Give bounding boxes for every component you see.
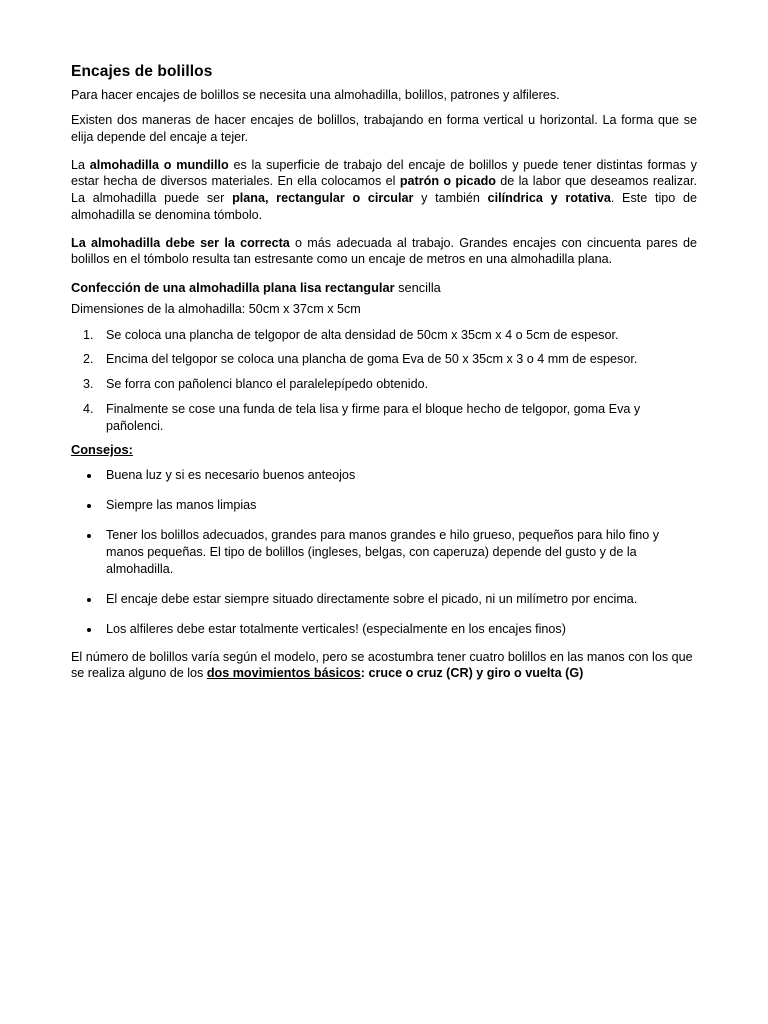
section-heading-confeccion bbox=[71, 279, 697, 296]
list-item: 3. Se forra con pañolenci blanco el paralelepípedo obtenido. bbox=[97, 376, 697, 393]
list-item: • Tener los bolillos adecuados, grandes para manos grandes e hilo grueso, pequeños para hilo fino y manos pequeñas. El tipo de bolillos (ingleses, belgas, con caperuza) depende del gusto y de la almohadilla. bbox=[101, 527, 697, 578]
list-item: • Siempre las manos limpias bbox=[101, 497, 697, 514]
mundillo-text-4: y también bbox=[413, 191, 488, 206]
section-heading-bold: Confección de una almohadilla plana lisa rectangular bbox=[71, 279, 395, 295]
mundillo-bold-1: almohadilla o mundillo bbox=[89, 157, 229, 172]
mundillo-text-2: es la superficie de trabajo del encaje de bolillos y puede tener distintas formas y estar hecha de diversos materiales. En ella colocamos el bbox=[71, 157, 697, 189]
correcta-text-1: o más adecuada al trabajo. Grandes encajes con cincuenta pares de bolillos en el tómbolo resulta tan estresante como un encaje de metros en una almohadilla plana. bbox=[71, 235, 697, 267]
tips-heading bbox=[71, 441, 697, 458]
list-item: • Buena luz y si es necesario buenos anteojos bbox=[101, 467, 697, 484]
paragraph-mundillo bbox=[71, 157, 697, 224]
correcta-bold-1: La almohadilla debe ser la correcta bbox=[71, 235, 290, 250]
steps-list bbox=[71, 327, 697, 435]
mundillo-bold-2: patrón o picado bbox=[399, 174, 496, 189]
closing-text-1: El número de bolillos varía según el modelo, pero se acostumbra tener cuatro bolillos en las manos con los que se realiza alguno de los bbox=[71, 649, 693, 681]
list-item: 2. Encima del telgopor se coloca una plancha de goma Eva de 50 x 35cm x 3 o 4 mm de espesor. bbox=[97, 351, 697, 368]
mundillo-text-3: de la labor que deseamos realizar. La almohadilla puede ser bbox=[71, 174, 697, 206]
mundillo-bold-4: cilíndrica y rotativa bbox=[487, 191, 611, 206]
mundillo-bold-3: plana, rectangular o circular bbox=[232, 191, 414, 206]
mundillo-text-5: . Este tipo de almohadilla se denomina tómbolo. bbox=[71, 191, 697, 222]
paragraph-intro-text: Para hacer encajes de bolillos se necesita una almohadilla, bolillos, patrones y alfileres. bbox=[71, 88, 560, 103]
list-item: • Los alfileres debe estar totalmente verticales! (especialmente en los encajes finos) bbox=[101, 621, 697, 638]
mundillo-text-1: La bbox=[71, 157, 90, 172]
closing-bold-underline: dos movimientos básicos bbox=[206, 666, 361, 681]
dimensions-line: Dimensiones de la almohadilla: 50cm x 37cm x 5cm bbox=[71, 302, 361, 316]
section-heading-normal: sencilla bbox=[394, 279, 441, 295]
page-title: Encajes de bolillos bbox=[71, 63, 213, 80]
document-body bbox=[71, 62, 697, 682]
paragraph-correcta bbox=[71, 235, 697, 268]
tips-heading-text: Consejos: bbox=[71, 442, 133, 458]
list-item: 4. Finalmente se cose una funda de tela lisa y firme para el bloque hecho de telgopor, goma Eva y pañolenci. bbox=[97, 401, 697, 434]
paragraph-closing bbox=[71, 649, 697, 683]
paragraph-intro bbox=[71, 87, 697, 104]
paragraph-modes bbox=[71, 112, 697, 145]
closing-bold-tail: : cruce o cruz (CR) y giro o vuelta (G) bbox=[360, 666, 584, 681]
tips-list bbox=[71, 467, 697, 637]
list-item: • El encaje debe estar siempre situado directamente sobre el picado, ni un milímetro por encima. bbox=[101, 591, 697, 608]
list-item: 1. Se coloca una plancha de telgopor de alta densidad de 50cm x 35cm x 4 o 5cm de espesor. bbox=[97, 327, 697, 344]
paragraph-modes-text: Existen dos maneras de hacer encajes de bolillos, trabajando en forma vertical u horizontal. La forma que se elija depende del encaje a tejer. bbox=[71, 113, 697, 144]
